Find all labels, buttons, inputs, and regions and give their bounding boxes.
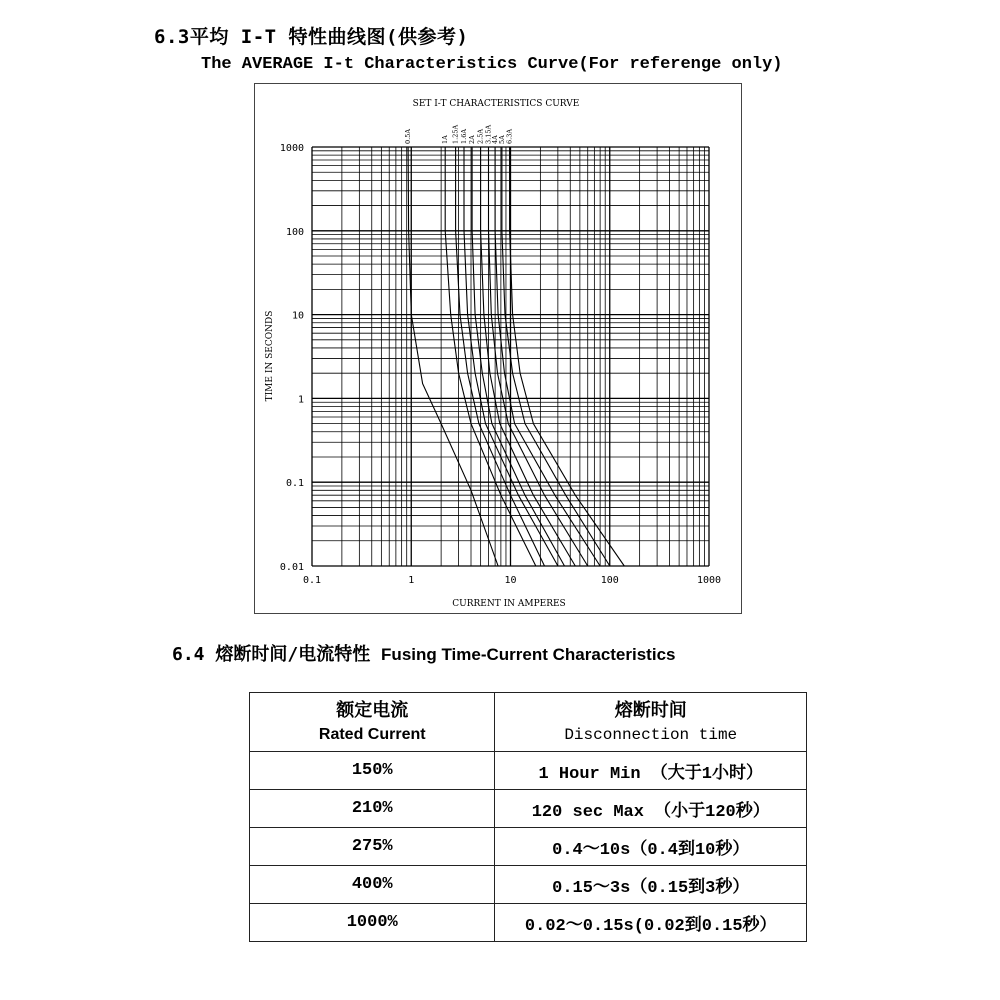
y-tick-label: 1000 — [279, 143, 304, 154]
rated-current-cell: 275% — [250, 828, 495, 866]
header-rated-current-en: Rated Current — [318, 726, 426, 743]
disconnection-time-cell: 0.4～10s（0.4到10秒） — [495, 828, 807, 866]
curve-labels — [404, 125, 514, 144]
curve-0-5a — [408, 147, 498, 566]
rated-current-cell: 210% — [250, 790, 495, 828]
table-row — [250, 790, 807, 828]
chart-y-axis-label: TIME IN SECONDS — [265, 310, 275, 402]
chart-curves — [408, 147, 624, 566]
chart-frame — [254, 83, 742, 614]
section-number: 6.4 — [172, 644, 205, 665]
disconnection-time-cell: 0.15～3s（0.15到3秒） — [495, 866, 807, 904]
curve-6-3a — [510, 147, 625, 566]
x-tick-label: 100 — [600, 575, 619, 586]
disconnection-time-cell: 0.02～0.15s(0.02到0.15秒） — [495, 904, 807, 942]
section-subtitle-6-3: The AVERAGE I-t Characteristics Curve(For referenge only) — [201, 55, 783, 74]
y-tick-label: 0.01 — [279, 562, 304, 573]
section-title-en: Fusing Time-Current Characteristics — [381, 645, 676, 664]
curve-label: 5A — [497, 135, 506, 144]
it-characteristics-chart — [255, 84, 743, 615]
y-tick-label: 0.1 — [285, 478, 304, 490]
header-disconnection-time-zh: 熔断时间 — [614, 700, 687, 721]
curve-label: 1A — [441, 135, 450, 144]
header-disconnection-time — [495, 693, 807, 752]
section-title-6-3: 6.3平均 I-T 特性曲线图(供参考) — [154, 26, 469, 48]
table-row — [250, 866, 807, 904]
chart-x-axis-label: CURRENT IN AMPERES — [452, 599, 566, 609]
x-tick-label: 0.1 — [302, 575, 322, 586]
y-tick-label: 10 — [291, 310, 304, 322]
rated-current-cell: 400% — [250, 866, 495, 904]
section-title-6-4 — [172, 640, 675, 666]
curve-label: 2.5A — [476, 128, 485, 144]
chart-title: SET I-T CHARACTERISTICS CURVE — [412, 99, 580, 109]
table-row — [250, 752, 807, 790]
curve-label: 1.6A — [459, 128, 468, 144]
disconnection-time-cell: 120 sec Max （小于120秒） — [495, 790, 807, 828]
section-title-zh: 熔断时间/电流特性 — [215, 644, 371, 665]
curve-label: 3.15A — [484, 124, 493, 144]
fusing-time-table — [249, 692, 807, 942]
rated-current-cell: 150% — [250, 752, 495, 790]
y-tick-label: 1 — [297, 394, 304, 406]
curve-1-25a — [456, 147, 545, 566]
y-tick-label: 100 — [285, 226, 304, 238]
header-rated-current — [250, 693, 495, 752]
header-rated-current-zh: 额定电流 — [336, 700, 409, 721]
table-row — [250, 828, 807, 866]
table-row — [250, 904, 807, 942]
curve-label: 1.25A — [451, 124, 460, 144]
curve-label: 0.5A — [404, 128, 413, 144]
disconnection-time-cell: 1 Hour Min （大于1小时） — [495, 752, 807, 790]
header-disconnection-time-en: Disconnection time — [564, 726, 738, 744]
x-tick-labels — [303, 575, 721, 586]
rated-current-cell: 1000% — [250, 904, 495, 942]
table-header-row — [250, 693, 807, 752]
y-tick-labels — [280, 143, 304, 573]
x-tick-label: 1 — [408, 575, 415, 586]
curve-label: 6.3A — [505, 128, 514, 144]
curve-label: 2A — [468, 135, 477, 144]
curve-label: 4A — [491, 135, 500, 144]
x-tick-label: 1000 — [696, 575, 722, 586]
x-tick-label: 10 — [504, 575, 517, 586]
